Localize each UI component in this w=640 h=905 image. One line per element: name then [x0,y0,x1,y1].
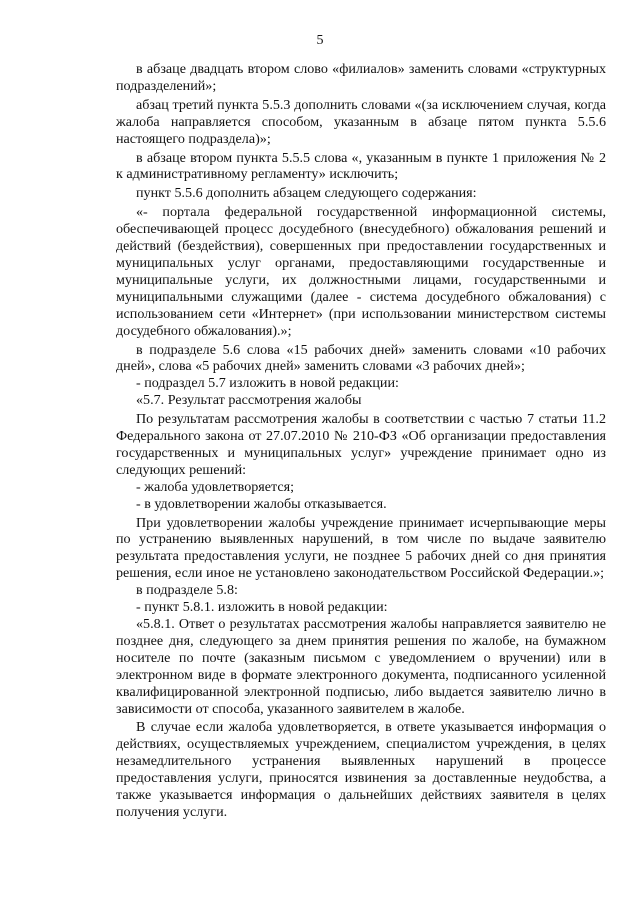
paragraph-1: в абзаце двадцать втором слово «филиалов» заменить словами «структурных подразделений»; [116,61,606,94]
list-item-1: - жалоба удовлетворяется; [136,478,295,495]
paragraph-15: «5.8.1. Ответ о результатах рассмотрения жалобы направляется заявителю не позднее дня, следующего за днем принятия решения по жалобе, на бумажном носителе по почте (заказным письмом с уведомлением о вручении) или в электронном виде в формате электронного документа, подписанного усиленной квалифицированной электронной подписью, либо выдается заявителю лично в зависимости от способа, указанного заявителем в жалобе. [116,616,606,717]
paragraph-2: абзац третий пункта 5.5.3 дополнить словами «(за исключением случая, когда жалоба направляется способом, указанным в абзаце пятом пункта 5.5.6 настоящего подраздела)»; [116,96,606,147]
page-number: 5 [316,33,324,48]
paragraph-9: По результатам рассмотрения жалобы в соответствии с частью 7 статьи 11.2 Федерального закона от 27.07.2010 № 210-ФЗ «Об организации предоставления государственных и муниципальных услуг» учреждение принимает одно из следующих решений: [116,411,606,478]
paragraph-13: в подразделе 5.8: [136,582,238,599]
paragraph-5: «- портала федеральной государственной информационной системы, обеспечивающей процесс досудебного (внесудебного) обжалования решений и действий (бездействия), совершенных при предоставлении государственных и муниципальных услуг органами, предоставляющими государственные и муниципальные услуги, их должностными лицами, государственными и муниципальными служащими (далее - система досудебного обжалования) с использованием сети «Интернет» (при использовании министерством системы досудебного обжалования).»; [116,204,606,339]
paragraph-7: - подраздел 5.7 изложить в новой редакции: [136,375,399,392]
paragraph-16: В случае если жалоба удовлетворяется, в ответе указывается информация о действиях, осуществляемых учреждением, специалистом учреждения, в целях незамедлительного устранения выявленных нарушений в процессе предоставления услуги, приносятся извинения за доставленные неудобства, а также указывается информация о дальнейших действиях заявителя в целях получения услуги. [116,719,606,820]
paragraph-3: в абзаце втором пункта 5.5.5 слова «, указанным в пункте 1 приложения № 2 к административному регламенту» исключить; [116,149,606,183]
list-item-2: - в удовлетворении жалобы отказывается. [136,495,387,512]
paragraph-14: - пункт 5.8.1. изложить в новой редакции: [136,599,388,616]
document-body [116,61,606,821]
paragraph-6: в подразделе 5.6 слова «15 рабочих дней» заменить словами «10 рабочих дней», слова «5 рабочих дней» заменить словами «3 рабочих дней»; [116,341,606,375]
paragraph-12: При удовлетворении жалобы учреждение принимает исчерпывающие меры по устранению выявленных нарушений, в том числе по выдаче заявителю результата предоставления услуги, не позднее 5 рабочих дней со дня принятия решения, если иное не установлено законодательством Российской Федерации.»; [116,514,606,582]
paragraph-4: пункт 5.5.6 дополнить абзацем следующего содержания: [136,185,477,202]
section-heading: «5.7. Результат рассмотрения жалобы [136,392,362,409]
